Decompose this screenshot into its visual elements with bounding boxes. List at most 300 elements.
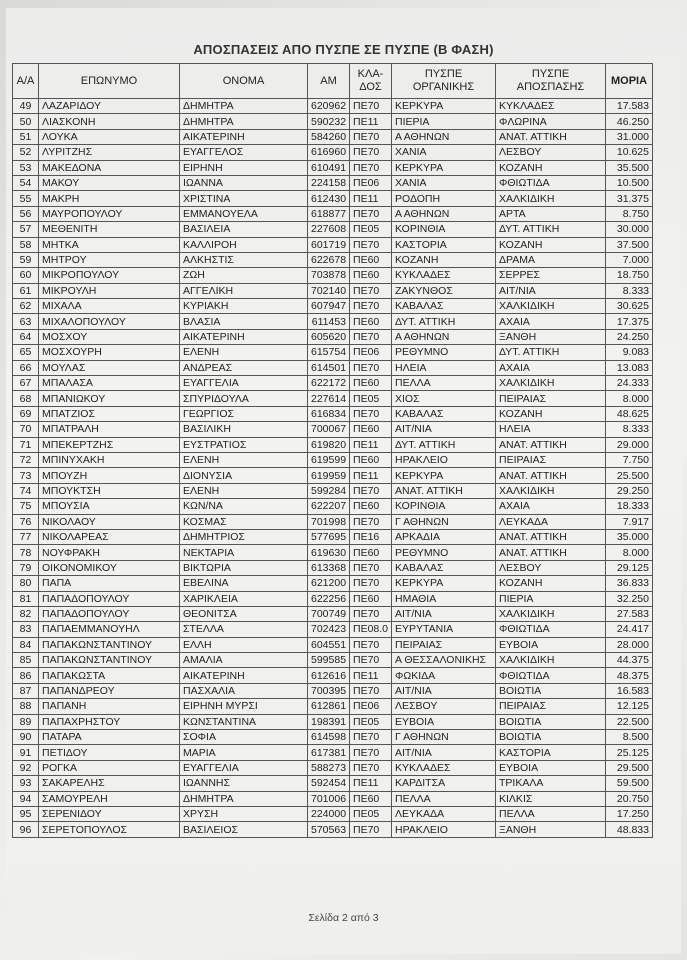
am-cell: 599585 (308, 653, 350, 668)
row-number: 84 (13, 637, 39, 652)
am-cell: 619959 (308, 468, 350, 483)
pyspe-transfer-cell: ΒΟΙΩΤΙΑ (496, 730, 606, 745)
pyspe-transfer-cell: ΛΕΣΒΟΥ (496, 560, 606, 575)
am-cell: 701998 (308, 514, 350, 529)
pyspe-organic-cell: ΑΝΑΤ. ΑΤΤΙΚΗ (392, 483, 496, 498)
klados-cell: ΠΕ70 (350, 99, 392, 114)
name-cell: ΑΙΚΑΤΕΡΙΝΗ (180, 129, 308, 144)
pyspe-transfer-cell: ΞΑΝΘΗ (496, 329, 606, 344)
surname-cell: ΜΠΟΥΣΙΑ (39, 499, 180, 514)
row-number: 54 (13, 175, 39, 190)
row-number: 60 (13, 268, 39, 283)
name-cell: ΙΩΑΝΝΑ (180, 175, 308, 190)
pyspe-organic-cell: ΠΙΕΡΙΑ (392, 114, 496, 129)
surname-cell: ΜΑΥΡΟΠΟΥΛΟΥ (39, 206, 180, 221)
moria-cell: 22.500 (606, 714, 653, 729)
klados-cell: ΠΕ70 (350, 683, 392, 698)
pyspe-transfer-cell: ΔΡΑΜΑ (496, 252, 606, 267)
pyspe-transfer-cell: ΠΕΙΡΑΙΑΣ (496, 391, 606, 406)
table-row (13, 268, 653, 283)
surname-cell: ΠΑΠΑΧΡΗΣΤΟΥ (39, 714, 180, 729)
moria-cell: 20.750 (606, 791, 653, 806)
moria-cell: 8.333 (606, 422, 653, 437)
surname-cell: ΠΑΠΑΝΔΡΕΟΥ (39, 683, 180, 698)
klados-cell: ΠΕ70 (350, 637, 392, 652)
name-cell: ΘΕΟΝΙΤΣΑ (180, 606, 308, 621)
surname-cell: ΠΑΠΑ (39, 576, 180, 591)
table-row (13, 391, 653, 406)
am-cell: 601719 (308, 237, 350, 252)
klados-cell: ΠΕ05 (350, 391, 392, 406)
pyspe-transfer-cell: ΧΑΛΚΙΔΙΚΗ (496, 299, 606, 314)
row-number: 58 (13, 237, 39, 252)
surname-cell: ΜΠΙΝΥΧΑΚΗ (39, 452, 180, 467)
moria-cell: 7.000 (606, 252, 653, 267)
surname-cell: ΜΙΚΡΟΥΛΗ (39, 283, 180, 298)
row-number: 76 (13, 514, 39, 529)
pyspe-organic-cell: ΚΑΣΤΟΡΙΑ (392, 237, 496, 252)
moria-cell: 36.833 (606, 576, 653, 591)
name-cell: ΕΛΕΝΗ (180, 483, 308, 498)
surname-cell: ΜΠΟΥΚΤΣΗ (39, 483, 180, 498)
name-cell: ΧΑΡΙΚΛΕΙΑ (180, 591, 308, 606)
pyspe-transfer-cell: ΞΑΝΘΗ (496, 822, 606, 837)
pyspe-transfer-cell: ΛΕΣΒΟΥ (496, 145, 606, 160)
am-cell: 610491 (308, 160, 350, 175)
row-number: 86 (13, 668, 39, 683)
surname-cell: ΠΑΤΑΡΑ (39, 730, 180, 745)
table-row (13, 745, 653, 760)
am-cell: 612616 (308, 668, 350, 683)
moria-cell: 10.625 (606, 145, 653, 160)
am-cell: 588273 (308, 760, 350, 775)
moria-cell: 35.500 (606, 160, 653, 175)
klados-cell: ΠΕ70 (350, 822, 392, 837)
name-cell: ΜΑΡΙΑ (180, 745, 308, 760)
name-cell: ΑΓΓΕΛΙΚΗ (180, 283, 308, 298)
klados-cell: ΠΕ70 (350, 745, 392, 760)
name-cell: ΕΛΕΝΗ (180, 452, 308, 467)
name-cell: ΚΩΝΣΤΑΝΤΙΝΑ (180, 714, 308, 729)
pyspe-organic-cell: ΚΑΡΔΙΤΣΑ (392, 776, 496, 791)
name-cell: ΣΟΦΙΑ (180, 730, 308, 745)
klados-cell: ΠΕ70 (350, 129, 392, 144)
surname-cell: ΠΑΠΑΚΩΝΣΤΑΝΤΙΝΟΥ (39, 653, 180, 668)
am-cell: 619630 (308, 545, 350, 560)
row-number: 90 (13, 730, 39, 745)
klados-cell: ΠΕ70 (350, 145, 392, 160)
document-page (6, 8, 681, 954)
row-number: 67 (13, 376, 39, 391)
surname-cell: ΣΕΡΕΝΙΔΟΥ (39, 806, 180, 821)
surname-cell: ΜΗΤΚΑ (39, 237, 180, 252)
pyspe-organic-cell: Α ΑΘΗΝΩΝ (392, 129, 496, 144)
klados-cell: ΠΕ06 (350, 175, 392, 190)
moria-cell: 24.333 (606, 376, 653, 391)
am-cell: 618877 (308, 206, 350, 221)
surname-cell: ΛΑΖΑΡΙΔΟΥ (39, 99, 180, 114)
surname-cell: ΠΑΠΑΝΗ (39, 699, 180, 714)
pyspe-transfer-cell: ΤΡΙΚΑΛΑ (496, 776, 606, 791)
pyspe-transfer-cell: ΚΙΛΚΙΣ (496, 791, 606, 806)
table-row (13, 468, 653, 483)
surname-cell: ΠΑΠΑΔΟΠΟΥΛΟΥ (39, 591, 180, 606)
row-number: 66 (13, 360, 39, 375)
am-cell: 584260 (308, 129, 350, 144)
pyspe-organic-cell: ΗΡΑΚΛΕΙΟ (392, 822, 496, 837)
table-row (13, 591, 653, 606)
klados-cell: ΠΕ60 (350, 545, 392, 560)
name-cell: ΕΥΣΤΡΑΤΙΟΣ (180, 437, 308, 452)
am-cell: 224158 (308, 175, 350, 190)
moria-cell: 17.375 (606, 314, 653, 329)
name-cell: ΕΜΜΑΝΟΥΕΛΑ (180, 206, 308, 221)
pyspe-transfer-cell: ΚΑΣΤΟΡΙΑ (496, 745, 606, 760)
name-cell: ΚΑΛΛΙΡΟΗ (180, 237, 308, 252)
table-row (13, 360, 653, 375)
surname-cell: ΠΑΠΑΚΩΣΤΑ (39, 668, 180, 683)
pyspe-organic-cell: ΛΕΥΚΑΔΑ (392, 806, 496, 821)
moria-cell: 24.417 (606, 622, 653, 637)
klados-cell: ΠΕ70 (350, 299, 392, 314)
name-cell: ΒΑΣΙΛΙΚΗ (180, 422, 308, 437)
surname-cell: ΛΙΑΣΚΟΝΗ (39, 114, 180, 129)
table-row (13, 760, 653, 775)
table-row (13, 406, 653, 421)
name-cell: ΣΠΥΡΙΔΟΥΛΑ (180, 391, 308, 406)
klados-cell: ΠΕ70 (350, 283, 392, 298)
pyspe-transfer-cell: ΠΙΕΡΙΑ (496, 591, 606, 606)
moria-cell: 12.125 (606, 699, 653, 714)
surname-cell: ΣΑΚΑΡΕΛΗΣ (39, 776, 180, 791)
table-row (13, 483, 653, 498)
pyspe-organic-cell: ΗΛΕΙΑ (392, 360, 496, 375)
pyspe-transfer-cell: ΦΘΙΩΤΙΔΑ (496, 175, 606, 190)
am-cell: 619820 (308, 437, 350, 452)
moria-cell: 46.250 (606, 114, 653, 129)
klados-cell: ΠΕ11 (350, 114, 392, 129)
pyspe-organic-cell: ΕΥΡΥΤΑΝΙΑ (392, 622, 496, 637)
name-cell: ΑΜΑΛΙΑ (180, 653, 308, 668)
pyspe-organic-cell: Γ ΑΘΗΝΩΝ (392, 514, 496, 529)
table-row (13, 822, 653, 837)
klados-cell: ΠΕ70 (350, 653, 392, 668)
surname-cell: ΡΟΓΚΑ (39, 760, 180, 775)
pyspe-transfer-cell: ΛΕΥΚΑΔΑ (496, 514, 606, 529)
surname-cell: ΜΠΑΝΙΩΚΟΥ (39, 391, 180, 406)
pyspe-transfer-cell: ΑΝΑΤ. ΑΤΤΙΚΗ (496, 529, 606, 544)
klados-cell: ΠΕ70 (350, 576, 392, 591)
klados-cell: ΠΕ70 (350, 483, 392, 498)
klados-cell: ΠΕ70 (350, 237, 392, 252)
pyspe-transfer-cell: ΚΟΖΑΝΗ (496, 237, 606, 252)
pyspe-organic-cell: ΚΑΒΑΛΑΣ (392, 299, 496, 314)
table-row (13, 191, 653, 206)
table-row (13, 206, 653, 221)
klados-cell: ΠΕ11 (350, 468, 392, 483)
row-number: 82 (13, 606, 39, 621)
am-cell: 616960 (308, 145, 350, 160)
table-row (13, 437, 653, 452)
pyspe-organic-cell: ΑΙΤ/ΝΙΑ (392, 683, 496, 698)
moria-cell: 48.375 (606, 668, 653, 683)
am-cell: 700067 (308, 422, 350, 437)
table-row (13, 776, 653, 791)
am-cell: 622678 (308, 252, 350, 267)
moria-cell: 9.083 (606, 345, 653, 360)
moria-cell: 32.250 (606, 591, 653, 606)
pyspe-transfer-cell: ΑΧΑΙΑ (496, 314, 606, 329)
moria-cell: 18.750 (606, 268, 653, 283)
moria-cell: 59.500 (606, 776, 653, 791)
moria-cell: 30.625 (606, 299, 653, 314)
moria-cell: 25.500 (606, 468, 653, 483)
table-row (13, 499, 653, 514)
name-cell: ΕΙΡΗΝΗ (180, 160, 308, 175)
pyspe-organic-cell: ΚΟΖΑΝΗ (392, 252, 496, 267)
klados-cell: ΠΕ06 (350, 699, 392, 714)
surname-cell: ΠΑΠΑΚΩΝΣΤΑΝΤΙΝΟΥ (39, 637, 180, 652)
name-cell: ΓΕΩΡΓΙΟΣ (180, 406, 308, 421)
pyspe-transfer-cell: ΒΟΙΩΤΙΑ (496, 714, 606, 729)
row-number: 92 (13, 760, 39, 775)
table-row (13, 622, 653, 637)
name-cell: ΧΡΙΣΤΙΝΑ (180, 191, 308, 206)
pyspe-organic-cell: ΚΟΡΙΝΘΙΑ (392, 499, 496, 514)
table-row (13, 175, 653, 190)
klados-cell: ΠΕ16 (350, 529, 392, 544)
pyspe-organic-cell: ΠΕΙΡΑΙΑΣ (392, 637, 496, 652)
pyspe-organic-cell: Γ ΑΘΗΝΩΝ (392, 730, 496, 745)
pyspe-transfer-cell: ΧΑΛΚΙΔΙΚΗ (496, 653, 606, 668)
row-number: 56 (13, 206, 39, 221)
row-number: 81 (13, 591, 39, 606)
klados-cell: ΠΕ70 (350, 760, 392, 775)
am-cell: 227608 (308, 222, 350, 237)
table-row (13, 452, 653, 467)
col-header-pyspe-organic: ΠΥΣΠΕ ΟΡΓΑΝΙΚΗΣ (392, 64, 496, 99)
pyspe-transfer-cell: ΑΝΑΤ. ΑΤΤΙΚΗ (496, 468, 606, 483)
klados-cell: ΠΕ70 (350, 329, 392, 344)
klados-cell: ΠΕ60 (350, 499, 392, 514)
am-cell: 224000 (308, 806, 350, 821)
table-row (13, 222, 653, 237)
surname-cell: ΠΕΤΙΔΟΥ (39, 745, 180, 760)
moria-cell: 8.333 (606, 283, 653, 298)
klados-cell: ΠΕ70 (350, 406, 392, 421)
table-row (13, 576, 653, 591)
row-number: 95 (13, 806, 39, 821)
row-number: 74 (13, 483, 39, 498)
pyspe-organic-cell: ΗΜΑΘΙΑ (392, 591, 496, 606)
surname-cell: ΜΟΥΛΑΣ (39, 360, 180, 375)
klados-cell: ΠΕ11 (350, 776, 392, 791)
name-cell: ΕΛΕΝΗ (180, 345, 308, 360)
klados-cell: ΠΕ05 (350, 714, 392, 729)
row-number: 80 (13, 576, 39, 591)
pyspe-organic-cell: ΑΡΚΑΔΙΑ (392, 529, 496, 544)
am-cell: 605620 (308, 329, 350, 344)
moria-cell: 24.250 (606, 329, 653, 344)
pyspe-organic-cell: ΗΡΑΚΛΕΙΟ (392, 452, 496, 467)
surname-cell: ΝΟΥΦΡΑΚΗ (39, 545, 180, 560)
table-row (13, 806, 653, 821)
name-cell: ΕΛΛΗ (180, 637, 308, 652)
row-number: 91 (13, 745, 39, 760)
name-cell: ΝΕΚΤΑΡΙΑ (180, 545, 308, 560)
pyspe-transfer-cell: ΧΑΛΚΙΔΙΚΗ (496, 191, 606, 206)
row-number: 88 (13, 699, 39, 714)
pyspe-transfer-cell: ΑΝΑΤ. ΑΤΤΙΚΗ (496, 545, 606, 560)
moria-cell: 29.125 (606, 560, 653, 575)
surname-cell: ΠΑΠΑΕΜΜΑΝΟΥΗΛ (39, 622, 180, 637)
surname-cell: ΜΙΧΑΛΟΠΟΥΛΟΥ (39, 314, 180, 329)
name-cell: ΒΙΚΤΩΡΙΑ (180, 560, 308, 575)
pyspe-organic-cell: ΧΑΝΙΑ (392, 175, 496, 190)
table-row (13, 145, 653, 160)
table-row (13, 606, 653, 621)
klados-cell: ΠΕ11 (350, 437, 392, 452)
surname-cell: ΜΕΘΕΝΙΤΗ (39, 222, 180, 237)
pyspe-organic-cell: ΠΕΛΛΑ (392, 791, 496, 806)
surname-cell: ΝΙΚΟΛΑΡΕΑΣ (39, 529, 180, 544)
surname-cell: ΜΗΤΡΟΥ (39, 252, 180, 267)
klados-cell: ΠΕ60 (350, 791, 392, 806)
pyspe-organic-cell: ΔΥΤ. ΑΤΤΙΚΗ (392, 314, 496, 329)
row-number: 96 (13, 822, 39, 837)
am-cell: 617381 (308, 745, 350, 760)
moria-cell: 48.833 (606, 822, 653, 837)
surname-cell: ΜΠΟΥΖΗ (39, 468, 180, 483)
pyspe-organic-cell: ΡΕΘΥΜΝΟ (392, 345, 496, 360)
am-cell: 702140 (308, 283, 350, 298)
row-number: 77 (13, 529, 39, 544)
surname-cell: ΜΠΑΤΖΙΟΣ (39, 406, 180, 421)
pyspe-organic-cell: ΛΕΣΒΟΥ (392, 699, 496, 714)
table-row (13, 560, 653, 575)
name-cell: ΔΗΜΗΤΡΑ (180, 791, 308, 806)
page-number: Σελίδα 2 από 3 (308, 912, 379, 924)
pyspe-transfer-cell: ΠΕΙΡΑΙΑΣ (496, 699, 606, 714)
am-cell: 612430 (308, 191, 350, 206)
moria-cell: 31.000 (606, 129, 653, 144)
pyspe-organic-cell: ΚΕΡΚΥΡΑ (392, 576, 496, 591)
klados-cell: ΠΕ60 (350, 452, 392, 467)
pyspe-transfer-cell: ΔΥΤ. ΑΤΤΙΚΗ (496, 345, 606, 360)
name-cell: ΚΩΝ/ΝΑ (180, 499, 308, 514)
moria-cell: 37.500 (606, 237, 653, 252)
am-cell: 590232 (308, 114, 350, 129)
pyspe-transfer-cell: ΗΛΕΙΑ (496, 422, 606, 437)
pyspe-transfer-cell: ΑΧΑΙΑ (496, 499, 606, 514)
moria-cell: 27.583 (606, 606, 653, 621)
name-cell: ΚΟΣΜΑΣ (180, 514, 308, 529)
name-cell: ΖΩΗ (180, 268, 308, 283)
row-number: 51 (13, 129, 39, 144)
pyspe-organic-cell: ΚΕΡΚΥΡΑ (392, 468, 496, 483)
am-cell: 592454 (308, 776, 350, 791)
table-row (13, 314, 653, 329)
row-number: 59 (13, 252, 39, 267)
pyspe-organic-cell: ΠΕΛΛΑ (392, 376, 496, 391)
pyspe-organic-cell: ΚΑΒΑΛΑΣ (392, 406, 496, 421)
klados-cell: ΠΕ70 (350, 560, 392, 575)
am-cell: 615754 (308, 345, 350, 360)
klados-cell: ΠΕ70 (350, 606, 392, 621)
row-number: 52 (13, 145, 39, 160)
moria-cell: 29.000 (606, 437, 653, 452)
am-cell: 614598 (308, 730, 350, 745)
am-cell: 614501 (308, 360, 350, 375)
surname-cell: ΟΙΚΟΝΟΜΙΚΟΥ (39, 560, 180, 575)
moria-cell: 18.333 (606, 499, 653, 514)
am-cell: 613368 (308, 560, 350, 575)
pyspe-organic-cell: ΔΥΤ. ΑΤΤΙΚΗ (392, 437, 496, 452)
table-row (13, 529, 653, 544)
surname-cell: ΜΙΧΑΛΑ (39, 299, 180, 314)
surname-cell: ΜΠΑΛΑΣΑ (39, 376, 180, 391)
surname-cell: ΜΙΚΡΟΠΟΥΛΟΥ (39, 268, 180, 283)
am-cell: 616834 (308, 406, 350, 421)
table-row (13, 791, 653, 806)
pyspe-transfer-cell: ΕΥΒΟΙΑ (496, 637, 606, 652)
moria-cell: 30.000 (606, 222, 653, 237)
table-row (13, 129, 653, 144)
table-row (13, 283, 653, 298)
moria-cell: 10.500 (606, 175, 653, 190)
table-body (13, 99, 653, 838)
pyspe-transfer-cell: ΧΑΛΚΙΔΙΚΗ (496, 483, 606, 498)
klados-cell: ΠΕ08.0 (350, 622, 392, 637)
col-header-aa: Α/Α (13, 64, 39, 99)
name-cell: ΠΑΣΧΑΛΙΑ (180, 683, 308, 698)
name-cell: ΕΥΑΓΓΕΛΙΑ (180, 376, 308, 391)
klados-cell: ΠΕ06 (350, 345, 392, 360)
name-cell: ΕΒΕΛΙΝΑ (180, 576, 308, 591)
row-number: 83 (13, 622, 39, 637)
pyspe-organic-cell: ΖΑΚΥΝΘΟΣ (392, 283, 496, 298)
pyspe-organic-cell: Α ΑΘΗΝΩΝ (392, 206, 496, 221)
am-cell: 622207 (308, 499, 350, 514)
moria-cell: 28.000 (606, 637, 653, 652)
pyspe-transfer-cell: ΔΥΤ. ΑΤΤΙΚΗ (496, 222, 606, 237)
am-cell: 702423 (308, 622, 350, 637)
name-cell: ΕΥΑΓΓΕΛΟΣ (180, 145, 308, 160)
row-number: 69 (13, 406, 39, 421)
am-cell: 700749 (308, 606, 350, 621)
pyspe-organic-cell: ΚΥΚΛΑΔΕΣ (392, 268, 496, 283)
moria-cell: 44.375 (606, 653, 653, 668)
klados-cell: ΠΕ60 (350, 268, 392, 283)
surname-cell: ΜΟΣΧΟΥΡΗ (39, 345, 180, 360)
pyspe-organic-cell: Α ΑΘΗΝΩΝ (392, 329, 496, 344)
row-number: 94 (13, 791, 39, 806)
pyspe-transfer-cell: ΑΡΤΑ (496, 206, 606, 221)
name-cell: ΔΙΟΝΥΣΙΑ (180, 468, 308, 483)
am-cell: 611453 (308, 314, 350, 329)
moria-cell: 8.000 (606, 391, 653, 406)
am-cell: 607947 (308, 299, 350, 314)
surname-cell: ΠΑΠΑΔΟΠΟΥΛΟΥ (39, 606, 180, 621)
am-cell: 612861 (308, 699, 350, 714)
surname-cell: ΜΠΑΤΡΑΛΗ (39, 422, 180, 437)
surname-cell: ΜΟΣΧΟΥ (39, 329, 180, 344)
table-row (13, 699, 653, 714)
table-row (13, 422, 653, 437)
klados-cell: ΠΕ60 (350, 314, 392, 329)
surname-cell: ΜΑΚΡΗ (39, 191, 180, 206)
pyspe-organic-cell: ΡΟΔΟΠΗ (392, 191, 496, 206)
